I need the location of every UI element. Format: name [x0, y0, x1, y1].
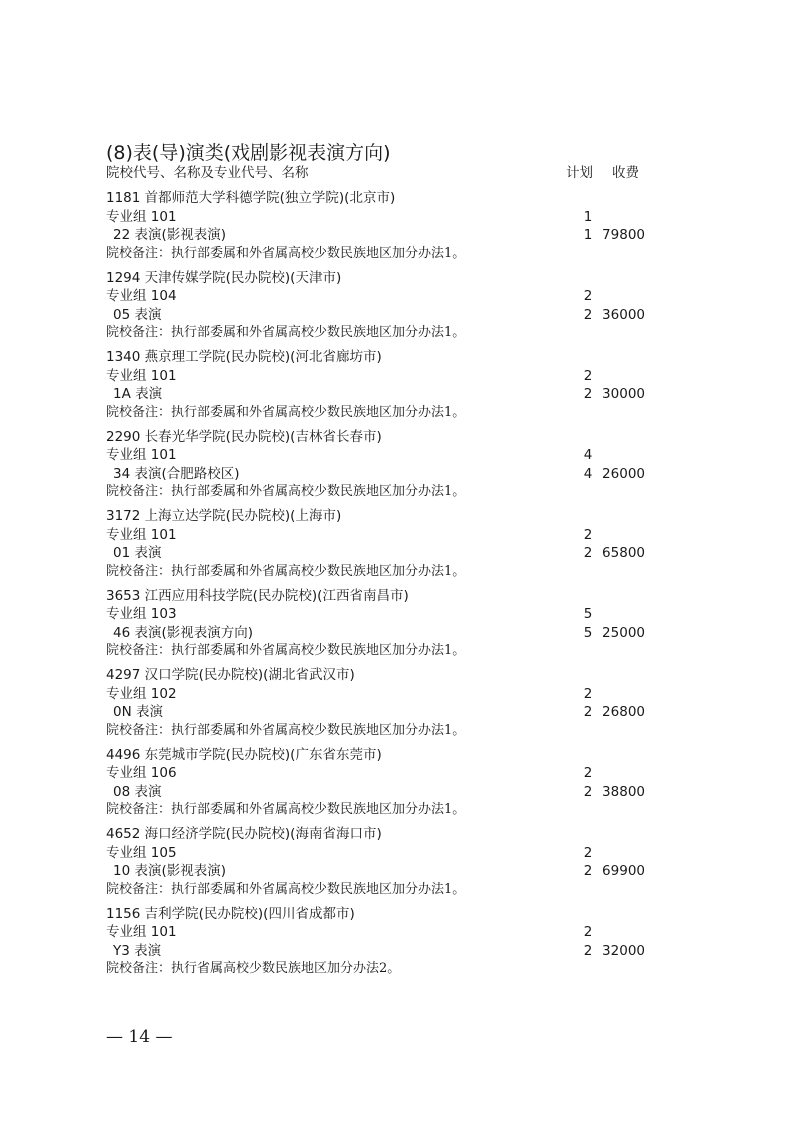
- group-row: [0, 685, 793, 704]
- school-name-row: [0, 269, 793, 288]
- note-row: [0, 642, 793, 661]
- major-fee: 36000: [602, 306, 645, 323]
- group-row: [0, 844, 793, 863]
- group-plan: 1: [583, 208, 593, 225]
- major-label: 34 表演(合肥路校区): [113, 465, 240, 482]
- school-name: 1156 吉利学院(民办院校)(四川省成都市): [106, 905, 355, 922]
- major-plan: 2: [583, 863, 593, 879]
- table-header: [0, 164, 793, 182]
- major-plan: 4: [583, 465, 593, 482]
- major-plan: 2: [583, 704, 593, 720]
- major-fee: 25000: [602, 624, 645, 641]
- school-name-row: [0, 507, 793, 526]
- school-entry: [0, 348, 793, 428]
- school-note: 院校备注：执行部委属和外省属高校少数民族地区加分办法1。: [106, 563, 466, 579]
- group-row: [0, 446, 793, 465]
- group-plan: 5: [583, 606, 593, 622]
- note-row: [0, 960, 793, 979]
- school-name: 1181 首都师范大学科德学院(独立学院)(北京市): [106, 190, 396, 206]
- school-note: 院校备注：执行部委属和外省属高校少数民族地区加分办法1。: [106, 245, 466, 261]
- major-fee: 26800: [602, 704, 645, 720]
- note-row: [0, 404, 793, 423]
- major-row: [0, 703, 793, 722]
- school-entry: [0, 825, 793, 905]
- major-plan: 1: [583, 227, 593, 243]
- major-row: [0, 306, 793, 325]
- major-plan: 2: [583, 942, 593, 959]
- school-name-row: [0, 428, 793, 447]
- note-row: [0, 881, 793, 900]
- major-row: [0, 862, 793, 881]
- major-label: 05 表演: [113, 306, 162, 323]
- school-name: 1294 天津传媒学院(民办院校)(天津市): [106, 269, 342, 286]
- major-label: 10 表演(影视表演): [113, 863, 227, 879]
- major-fee: 32000: [602, 942, 645, 959]
- group-label: 专业组 102: [106, 685, 177, 702]
- group-plan: 4: [583, 447, 593, 463]
- major-label: 01 表演: [113, 545, 162, 561]
- school-note: 院校备注：执行部委属和外省属高校少数民族地区加分办法1。: [106, 643, 466, 658]
- group-label: 专业组 105: [106, 844, 177, 861]
- school-name-row: [0, 825, 793, 844]
- group-label: 专业组 101: [106, 367, 177, 384]
- major-label: 1A 表演: [113, 386, 163, 402]
- major-row: [0, 942, 793, 961]
- note-row: [0, 245, 793, 264]
- school-entry: [0, 746, 793, 826]
- major-plan: 2: [583, 306, 593, 323]
- group-row: [0, 287, 793, 306]
- group-plan: 2: [583, 288, 593, 304]
- school-name-row: [0, 587, 793, 606]
- major-fee: 38800: [602, 783, 645, 800]
- group-label: 专业组 104: [106, 288, 177, 304]
- school-note: 院校备注：执行部委属和外省属高校少数民族地区加分办法1。: [106, 802, 466, 817]
- group-plan: 2: [583, 367, 593, 384]
- school-entry: [0, 428, 793, 508]
- school-note: 院校备注：执行部委属和外省属高校少数民族地区加分办法1。: [106, 722, 466, 738]
- note-row: [0, 801, 793, 820]
- school-name: 4496 东莞城市学院(民办院校)(广东省东莞市): [106, 746, 382, 763]
- note-row: [0, 324, 793, 343]
- school-entry: [0, 189, 793, 269]
- group-label: 专业组 106: [106, 765, 177, 781]
- major-fee: 69900: [602, 863, 645, 879]
- school-name-row: [0, 666, 793, 685]
- header-plan: 计划: [566, 165, 593, 181]
- note-row: [0, 483, 793, 502]
- school-name: 3653 江西应用科技学院(民办院校)(江西省南昌市): [106, 587, 409, 604]
- group-label: 专业组 101: [106, 447, 177, 463]
- school-name: 2290 长春光华学院(民办院校)(吉林省长春市): [106, 428, 382, 445]
- major-row: [0, 783, 793, 802]
- school-note: 院校备注：执行部委属和外省属高校少数民族地区加分办法1。: [106, 325, 466, 340]
- school-name-row: [0, 905, 793, 924]
- school-note: 院校备注：执行省属高校少数民族地区加分办法2。: [106, 961, 401, 976]
- school-name: 4297 汉口学院(民办院校)(湖北省武汉市): [106, 667, 355, 683]
- major-label: 22 表演(影视表演): [113, 227, 227, 243]
- header-name: 院校代号、名称及专业代号、名称: [106, 165, 309, 181]
- major-row: [0, 465, 793, 484]
- group-row: [0, 764, 793, 783]
- group-plan: 2: [583, 924, 593, 940]
- note-row: [0, 722, 793, 741]
- major-plan: 2: [583, 545, 593, 561]
- school-entry: [0, 587, 793, 667]
- school-entry: [0, 507, 793, 587]
- group-plan: 2: [583, 526, 593, 543]
- major-plan: 2: [583, 783, 593, 800]
- school-name-row: [0, 189, 793, 208]
- school-entry: [0, 269, 793, 349]
- major-label: 46 表演(影视表演方向): [113, 624, 254, 641]
- major-row: [0, 385, 793, 404]
- school-name: 3172 上海立达学院(民办院校)(上海市): [106, 508, 342, 524]
- school-entry: [0, 666, 793, 746]
- major-label: 08 表演: [113, 783, 162, 800]
- school-note: 院校备注：执行部委属和外省属高校少数民族地区加分办法1。: [106, 881, 466, 897]
- group-label: 专业组 101: [106, 208, 177, 225]
- group-plan: 2: [583, 765, 593, 781]
- major-label: Y3 表演: [113, 942, 162, 959]
- major-row: [0, 226, 793, 245]
- school-name: 1340 燕京理工学院(民办院校)(河北省廊坊市): [106, 349, 382, 365]
- major-fee: 65800: [602, 545, 645, 561]
- group-plan: 2: [583, 685, 593, 702]
- page-title: (8)表(导)演类(戏剧影视表演方向): [106, 142, 391, 164]
- school-name: 4652 海口经济学院(民办院校)(海南省海口市): [106, 826, 382, 842]
- school-note: 院校备注：执行部委属和外省属高校少数民族地区加分办法1。: [106, 404, 466, 420]
- note-row: [0, 563, 793, 582]
- major-label: 0N 表演: [113, 704, 163, 720]
- page-number: — 14 —: [106, 1027, 173, 1047]
- major-row: [0, 624, 793, 643]
- major-fee: 30000: [602, 386, 645, 402]
- header-fee: 收费: [612, 165, 639, 181]
- school-note: 院校备注：执行部委属和外省属高校少数民族地区加分办法1。: [106, 484, 466, 499]
- major-plan: 5: [583, 624, 593, 641]
- group-label: 专业组 101: [106, 526, 177, 543]
- group-row: [0, 923, 793, 942]
- school-list: [0, 189, 793, 984]
- group-row: [0, 526, 793, 545]
- group-row: [0, 605, 793, 624]
- group-plan: 2: [583, 844, 593, 861]
- major-fee: 79800: [602, 227, 645, 243]
- major-row: [0, 544, 793, 563]
- school-name-row: [0, 348, 793, 367]
- group-label: 专业组 101: [106, 924, 177, 940]
- group-label: 专业组 103: [106, 606, 177, 622]
- group-row: [0, 208, 793, 227]
- major-plan: 2: [583, 386, 593, 402]
- major-fee: 26000: [602, 465, 645, 482]
- school-entry: [0, 905, 793, 985]
- school-name-row: [0, 746, 793, 765]
- group-row: [0, 367, 793, 386]
